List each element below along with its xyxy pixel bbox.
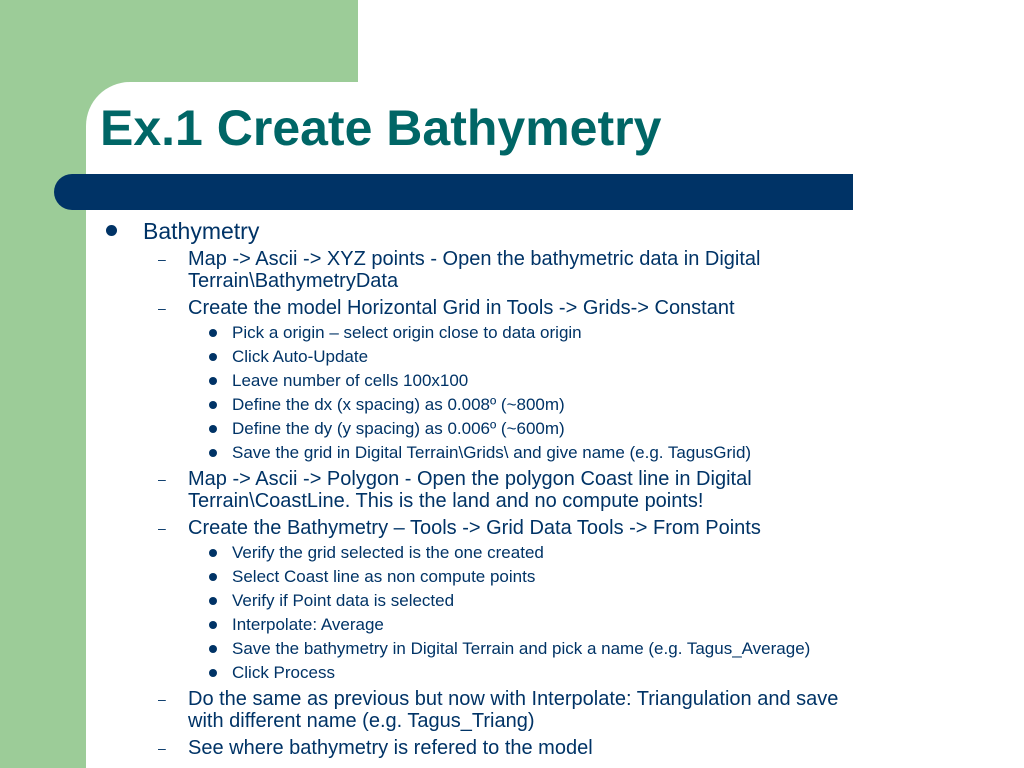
bullet-dot-icon [209, 353, 217, 361]
dash-icon: – [158, 471, 166, 487]
grid-step-item: Pick a origin – select origin close to data origin [232, 323, 582, 342]
sub-bullet-grid: Create the model Horizontal Grid in Tools -> Grids-> Constant [188, 297, 735, 319]
bullet-dot-icon [209, 401, 217, 409]
bullet-dot-icon [209, 573, 217, 581]
bullet-dot-icon [209, 425, 217, 433]
sub-bullet-polygon-line1: Map -> Ascii -> Polygon - Open the polygon Coast line in Digital [188, 468, 752, 490]
bathymetry-step-item: Save the bathymetry in Digital Terrain and pick a name (e.g. Tagus_Average) [232, 639, 811, 658]
sub-bullet-create-bathymetry: Create the Bathymetry – Tools -> Grid Data Tools -> From Points [188, 517, 761, 539]
sub-bullet-triangulation-line1: Do the same as previous but now with Interpolate: Triangulation and save [188, 688, 839, 710]
dash-icon: – [158, 251, 166, 267]
bullet-dot-icon [209, 645, 217, 653]
bullet-dot-icon [209, 377, 217, 385]
bathymetry-step-item: Select Coast line as non compute points [232, 567, 536, 586]
bullet-dot-icon [209, 669, 217, 677]
bullet-dot-icon [209, 449, 217, 457]
bullet-dot-icon [209, 549, 217, 557]
dash-icon: – [158, 691, 166, 707]
grid-step-item: Define the dx (x spacing) as 0.008º (~800m) [232, 395, 565, 414]
bullet-dot-icon [209, 329, 217, 337]
grid-step-item: Save the grid in Digital Terrain\Grids\ and give name (e.g. TagusGrid) [232, 443, 752, 462]
sub-bullet-xyz-line1: Map -> Ascii -> XYZ points - Open the bathymetric data in Digital [188, 248, 761, 270]
bathymetry-step-item: Interpolate: Average [232, 615, 384, 634]
bullet-dot-icon [106, 225, 117, 236]
dash-icon: – [158, 300, 166, 316]
sub-bullet-model-reference: See where bathymetry is refered to the model [188, 737, 593, 759]
bathymetry-step-item: Verify the grid selected is the one created [232, 543, 544, 562]
sub-bullet-polygon-line2: Terrain\CoastLine. This is the land and no compute points! [188, 490, 704, 512]
bathymetry-step-item: Verify if Point data is selected [232, 591, 455, 610]
bathymetry-step-item: Click Process [232, 663, 335, 682]
dash-icon: – [158, 520, 166, 536]
bullet-dot-icon [209, 621, 217, 629]
sub-bullet-triangulation-line2: with different name (e.g. Tagus_Triang) [188, 710, 535, 732]
grid-step-item: Leave number of cells 100x100 [232, 371, 469, 390]
sub-bullet-xyz-line2: Terrain\BathymetryData [188, 270, 399, 292]
bullet-dot-icon [209, 597, 217, 605]
grid-step-item: Click Auto-Update [232, 347, 369, 366]
bullet-bathymetry: Bathymetry [143, 218, 260, 244]
dash-icon: – [158, 740, 166, 756]
slide-title: Ex.1 Create Bathymetry [100, 100, 662, 156]
grid-step-item: Define the dy (y spacing) as 0.006º (~600m) [232, 419, 565, 438]
